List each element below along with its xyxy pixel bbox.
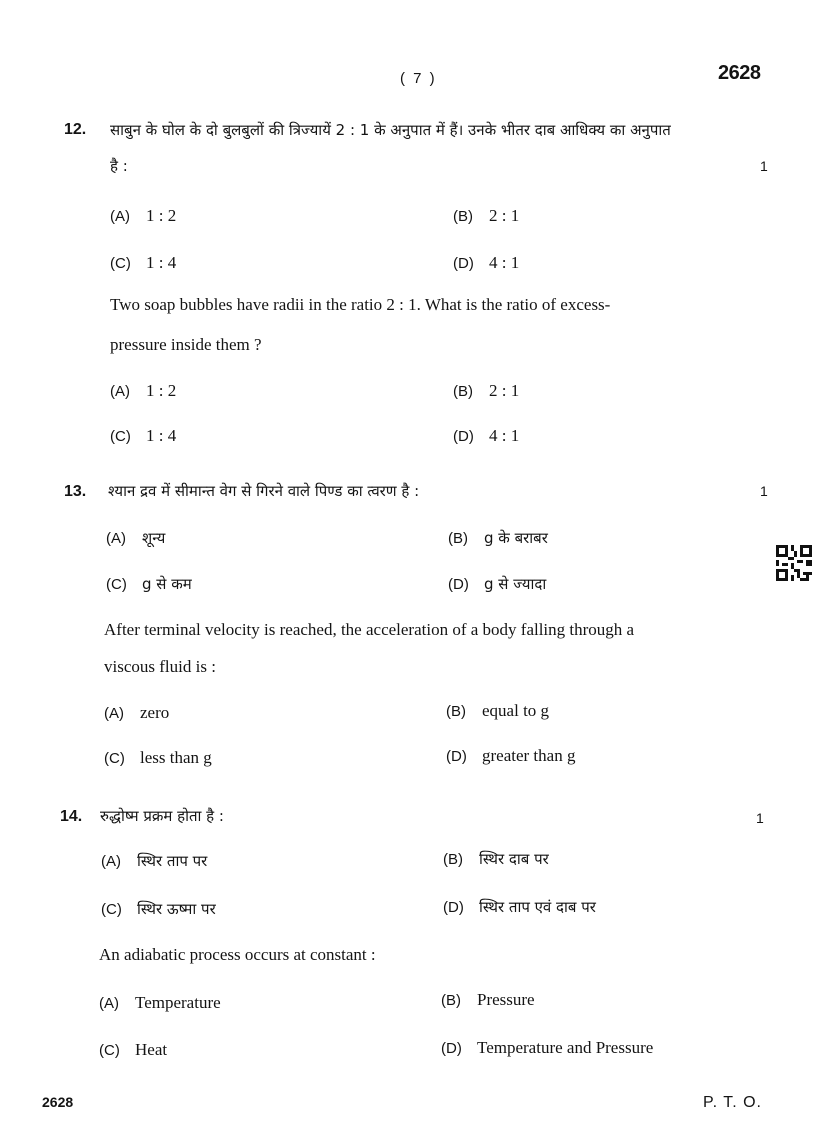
option-text: 1 : 4: [146, 426, 177, 445]
question-number: 13.: [64, 483, 87, 500]
option-a-hindi[interactable]: [101, 851, 207, 871]
option-text: 4 : 1: [489, 426, 520, 445]
option-text: Temperature: [135, 993, 221, 1012]
option-a-hindi[interactable]: [110, 206, 176, 226]
option-b-english[interactable]: [446, 701, 549, 721]
option-label: (D): [441, 1040, 462, 1057]
option-label: (D): [453, 255, 474, 272]
option-label: (A): [104, 705, 124, 722]
option-c-english[interactable]: [104, 748, 212, 768]
option-text: less than g: [140, 748, 212, 767]
qr-code-icon: [776, 545, 812, 581]
option-label: (A): [110, 383, 130, 400]
option-label: (B): [441, 992, 461, 1009]
option-text: 2 : 1: [489, 206, 520, 225]
page-number: ( 7 ): [400, 70, 437, 87]
question-text-english-cont: viscous fluid is :: [104, 657, 216, 676]
option-text: Heat: [135, 1040, 168, 1059]
option-c-hindi[interactable]: [110, 253, 176, 273]
option-b-hindi[interactable]: [443, 849, 549, 869]
option-label: (C): [101, 901, 122, 918]
option-label: (B): [443, 851, 463, 868]
option-d-english[interactable]: [441, 1038, 653, 1058]
option-d-hindi[interactable]: [448, 574, 546, 594]
question-text-english: After terminal velocity is reached, the acceleration of a body falling through a: [104, 620, 635, 639]
option-text: 2 : 1: [489, 381, 520, 400]
option-c-hindi[interactable]: [106, 574, 192, 594]
option-label: (C): [110, 255, 131, 272]
question-number: 14.: [60, 808, 83, 825]
question-text-english: Two soap bubbles have radii in the ratio 2 : 1. What is the ratio of excess-: [110, 295, 611, 314]
option-label: (A): [106, 530, 126, 547]
option-label: (C): [110, 428, 131, 445]
option-text: g से कम: [142, 575, 192, 593]
question-text-hindi: रुद्धोष्म प्रक्रम होता है :: [100, 807, 224, 825]
option-text: equal to g: [482, 701, 550, 720]
option-d-hindi[interactable]: [443, 897, 596, 917]
option-text: Pressure: [477, 990, 535, 1009]
question-text-english: An adiabatic process occurs at constant :: [99, 945, 376, 964]
option-label: (C): [99, 1042, 120, 1059]
option-text: 1 : 4: [146, 253, 177, 272]
option-label: (A): [110, 208, 130, 225]
option-a-english[interactable]: [104, 703, 169, 723]
option-text: स्थिर दाब पर: [479, 850, 549, 868]
option-b-hindi[interactable]: [453, 206, 519, 226]
option-label: (C): [106, 576, 127, 593]
question-text-hindi-cont: है :: [110, 157, 128, 175]
option-a-hindi[interactable]: [106, 528, 165, 548]
please-turn-over: P. T. O.: [703, 1094, 762, 1111]
option-label: (D): [448, 576, 469, 593]
option-label: (B): [453, 208, 473, 225]
option-d-english[interactable]: [453, 426, 519, 446]
option-label: (B): [453, 383, 473, 400]
option-b-english[interactable]: [453, 381, 519, 401]
option-text: स्थिर ऊष्मा पर: [137, 900, 216, 918]
option-b-hindi[interactable]: [448, 528, 548, 548]
option-text: greater than g: [482, 746, 576, 765]
option-a-english[interactable]: [99, 993, 221, 1013]
paper-code-header: 2628: [718, 62, 761, 84]
question-number: 12.: [64, 121, 87, 138]
question-text-english-cont: pressure inside them ?: [110, 335, 262, 354]
option-c-english[interactable]: [110, 426, 176, 446]
option-text: g से ज्यादा: [484, 575, 547, 593]
option-text: Temperature and Pressure: [477, 1038, 654, 1057]
option-label: (D): [453, 428, 474, 445]
option-label: (B): [448, 530, 468, 547]
option-label: (C): [104, 750, 125, 767]
marks: 1: [760, 483, 768, 499]
option-label: (D): [443, 899, 464, 916]
option-text: 4 : 1: [489, 253, 520, 272]
option-label: (A): [101, 853, 121, 870]
option-c-hindi[interactable]: [101, 899, 216, 919]
option-text: g के बराबर: [484, 529, 548, 547]
option-text: स्थिर ताप एवं दाब पर: [479, 898, 596, 916]
option-b-english[interactable]: [441, 990, 535, 1010]
option-text: zero: [140, 703, 170, 722]
option-text: शून्य: [142, 529, 166, 547]
option-label: (B): [446, 703, 466, 720]
option-d-english[interactable]: [446, 746, 575, 766]
option-text: 1 : 2: [146, 381, 177, 400]
marks: 1: [760, 158, 768, 174]
option-d-hindi[interactable]: [453, 253, 519, 273]
option-text: स्थिर ताप पर: [137, 852, 208, 870]
marks: 1: [756, 810, 764, 826]
option-a-english[interactable]: [110, 381, 176, 401]
paper-code-footer: 2628: [42, 1094, 74, 1110]
option-label: (A): [99, 995, 119, 1012]
option-c-english[interactable]: [99, 1040, 167, 1060]
question-text-hindi: साबुन के घोल के दो बुलबुलों की त्रिज्यायें 2 : 1 के अनुपात में हैं। उनके भीतर दाब आधिक्य का अनुपात: [110, 121, 671, 139]
option-text: 1 : 2: [146, 206, 177, 225]
question-text-hindi: श्यान द्रव में सीमान्त वेग से गिरने वाले पिण्ड का त्वरण है :: [108, 482, 420, 500]
option-label: (D): [446, 748, 467, 765]
